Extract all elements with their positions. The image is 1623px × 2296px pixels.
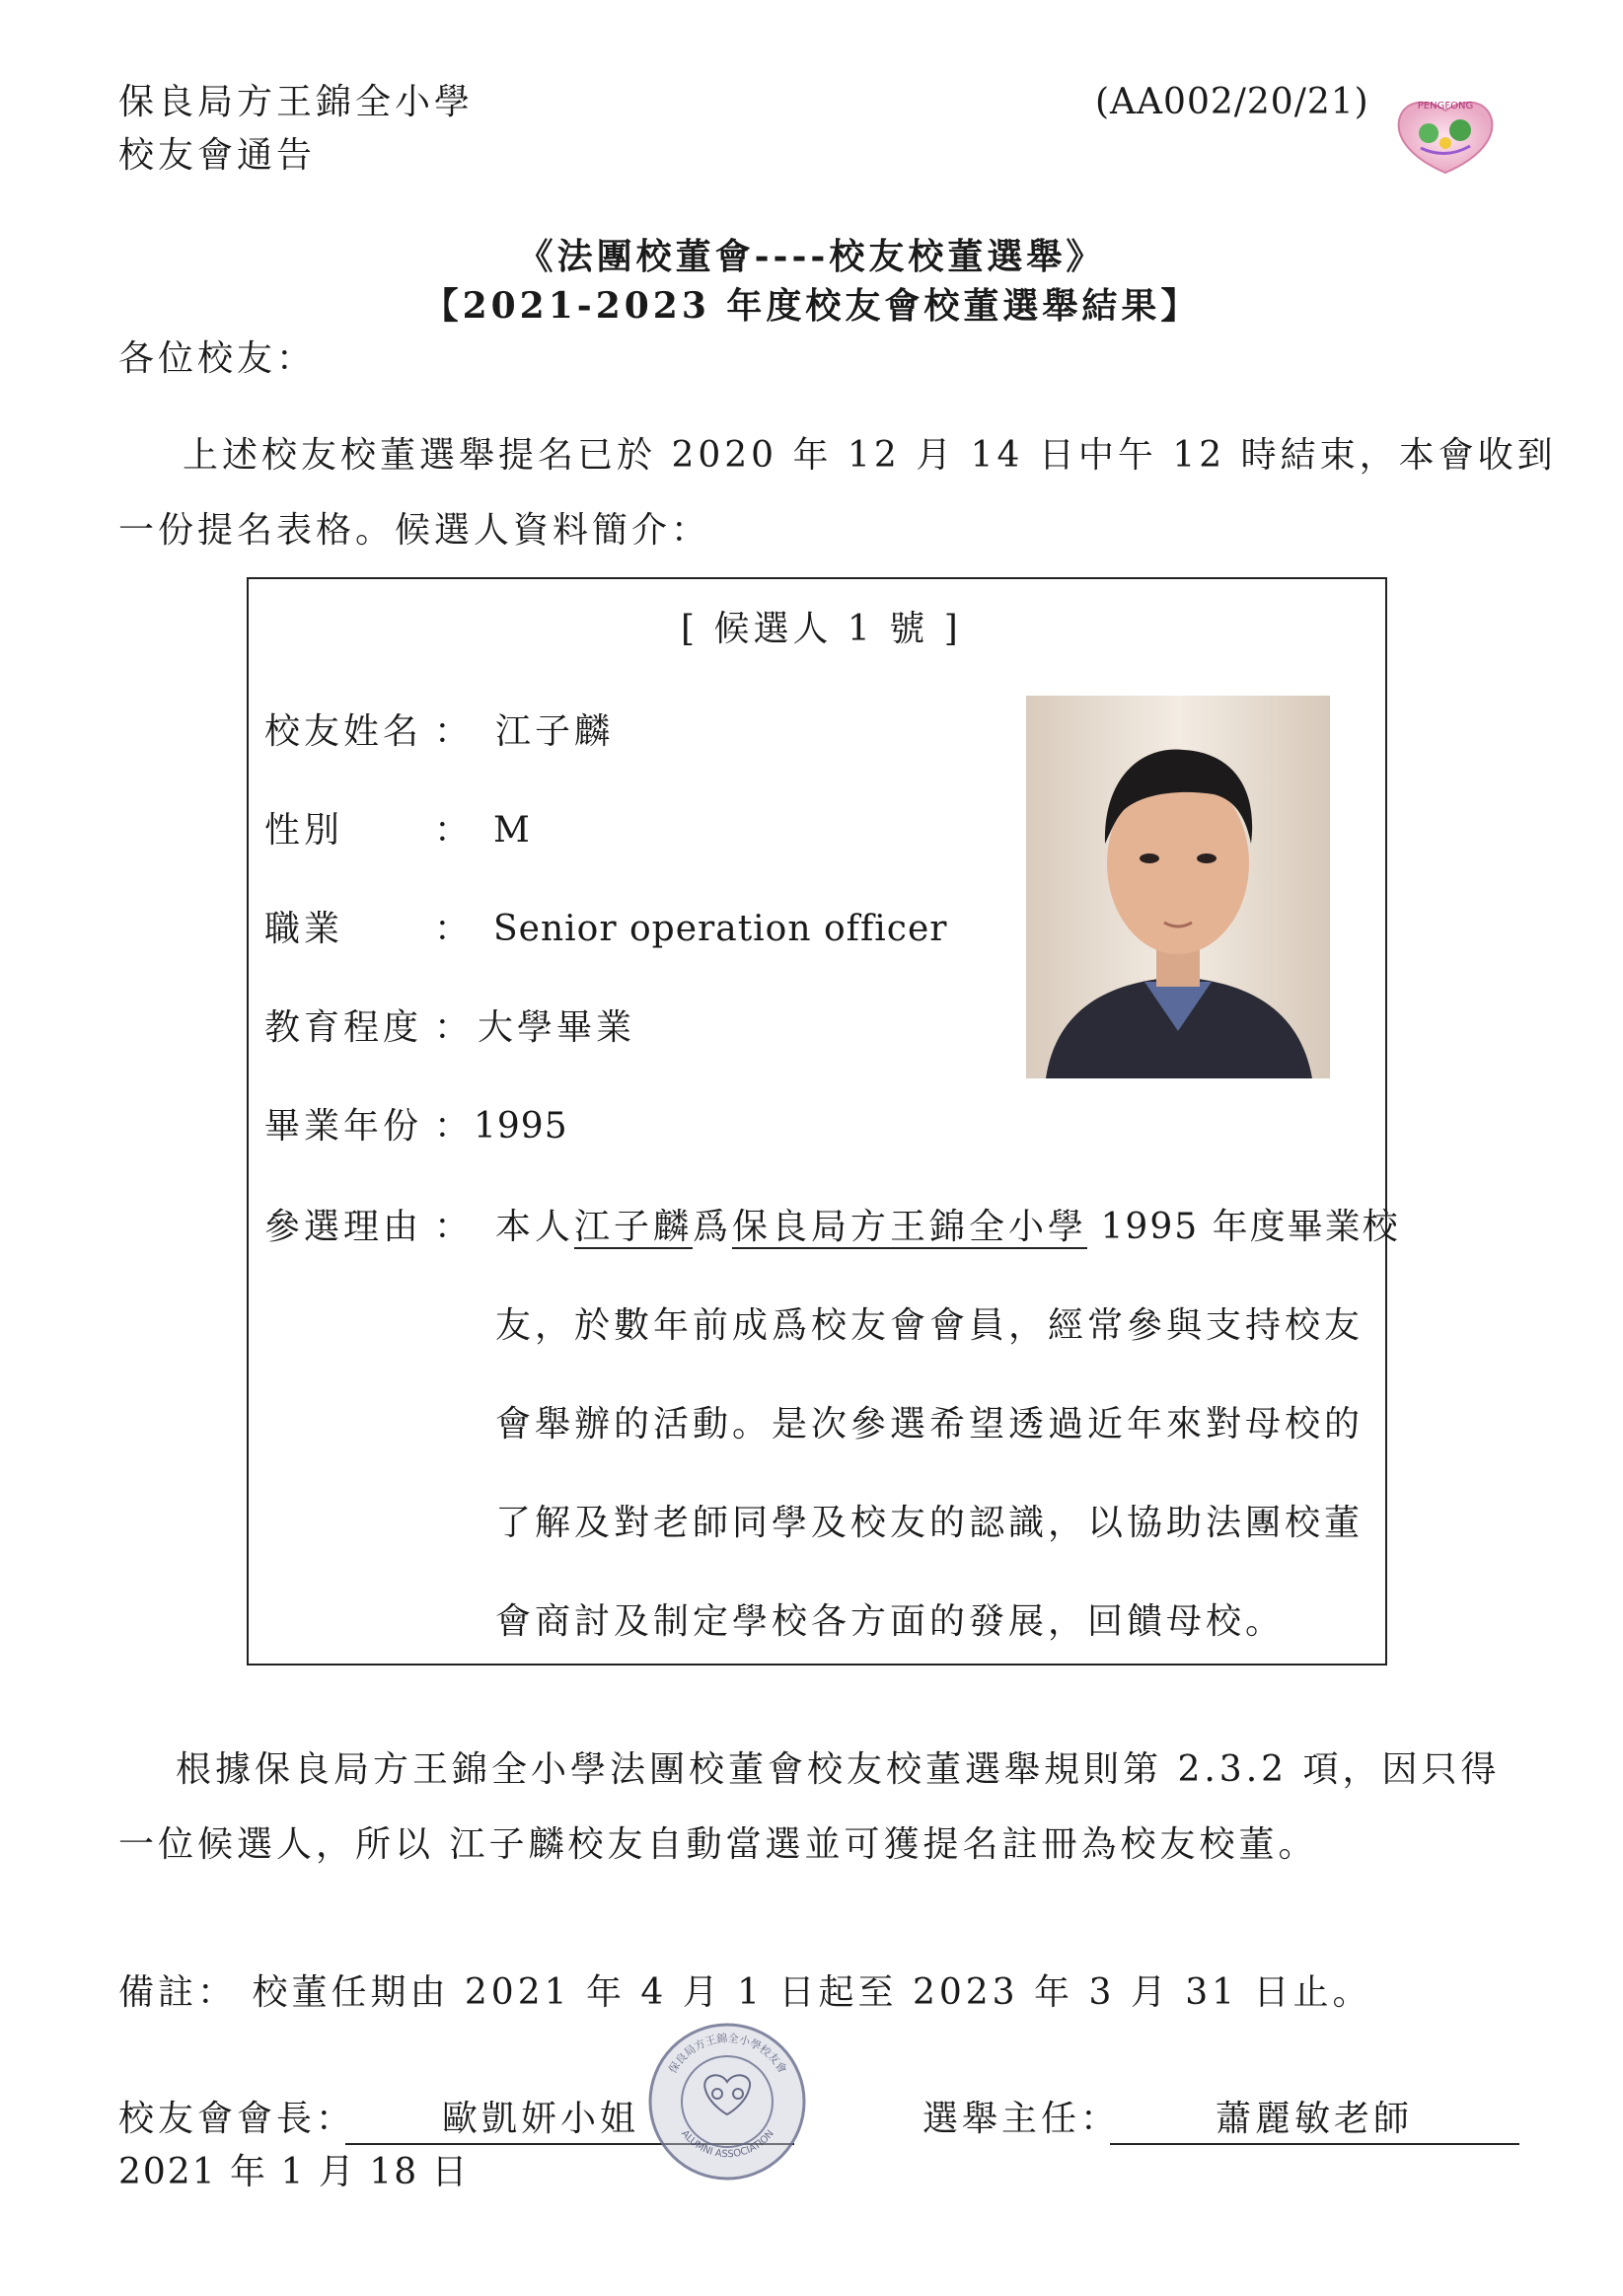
reason-line-1: 本人江子麟爲保良局方王錦全小學 1995 年度畢業校 [495, 1207, 1400, 1247]
field-sep-education: ： [434, 1007, 475, 1048]
field-sep-occupation: ： [434, 909, 475, 949]
officer-signature-line [1110, 2143, 1519, 2145]
chair-label: 校友會會長： [118, 2099, 356, 2139]
field-label-occupation: 職業 [264, 909, 344, 949]
intro-line-2: 一份提名表格。候選人資料簡介： [118, 510, 711, 551]
result-line-1: 根據保良局方王錦全小學法團校董會校友校董選舉規則第 2.3.2 項，因只得 [176, 1749, 1501, 1790]
reason-sep: ： [434, 1207, 475, 1247]
field-label-education: 教育程度 [264, 1007, 423, 1048]
candidate-heading: [ 候選人 1 號 ] [681, 609, 962, 649]
greeting: 各位校友： [118, 338, 317, 379]
candidate-photo [1026, 696, 1330, 1078]
reference-number: (AA002/20/21) [1095, 82, 1369, 122]
school-logo [1391, 89, 1500, 178]
notice-type: 校友會通告 [118, 135, 317, 176]
field-sep-grad-year: ： [434, 1106, 475, 1147]
field-value-gender: M [493, 810, 534, 851]
reason-label: 參選理由 [264, 1207, 423, 1247]
svg-text:PENGFONG: PENGFONG [1417, 101, 1474, 111]
field-sep-name: ： [434, 711, 475, 752]
result-line-2: 一位候選人，所以 江子麟校友自動當選並可獲提名註冊為校友校董。 [118, 1824, 1318, 1865]
field-label-grad-year: 畢業年份 [264, 1106, 423, 1147]
field-label-gender: 性別 [264, 810, 344, 851]
intro-line-1: 上述校友校董選舉提名已於 2020 年 12 月 14 日中午 12 時結束，本會收到 [183, 435, 1557, 476]
notice-date: 2021 年 1 月 18 日 [118, 2152, 470, 2192]
reason-school-underlined: 保良局方王錦全小學 [732, 1207, 1088, 1247]
reason-line-2: 友，於數年前成爲校友會會員，經常參與支持校友 [495, 1305, 1365, 1346]
remark: 備註： 校董任期由 2021 年 4 月 1 日起至 2023 年 3 月 31 日止。 [118, 1972, 1372, 2013]
school-name: 保良局方王錦全小學 [118, 82, 475, 122]
reason-line-5: 會商討及制定學校各方面的發展，回饋母校。 [495, 1601, 1286, 1642]
field-value-name: 江子麟 [495, 711, 615, 752]
association-stamp [646, 2021, 809, 2184]
field-value-education: 大學畢業 [478, 1007, 636, 1048]
reason-line-4: 了解及對老師同學及校友的認識，以協助法團校董 [495, 1503, 1365, 1543]
title-line-2: 【2021-2023 年度校友會校董選舉結果】 [422, 285, 1201, 327]
title-line-1: 《法團校董會----校友校董選舉》 [517, 236, 1106, 277]
reason-line-3: 會舉辦的活動。是次參選希望透過近年來對母校的 [495, 1404, 1365, 1444]
chair-name: 歐凱妍小姐 [442, 2099, 640, 2139]
officer-label: 選舉主任： [922, 2099, 1121, 2139]
svg-text:ALUMNI ASSOCIATION: ALUMNI ASSOCIATION [679, 2128, 776, 2161]
svg-text:保良局方王錦全小學校友會: 保良局方王錦全小學校友會 [666, 2032, 789, 2076]
field-sep-gender: ： [434, 810, 475, 851]
reason-name-underlined: 江子麟 [574, 1207, 694, 1247]
field-value-grad-year: 1995 [474, 1106, 568, 1147]
field-label-name: 校友姓名 [264, 711, 423, 752]
officer-name: 蕭麗敏老師 [1216, 2099, 1414, 2139]
field-value-occupation: Senior operation officer [493, 909, 948, 949]
